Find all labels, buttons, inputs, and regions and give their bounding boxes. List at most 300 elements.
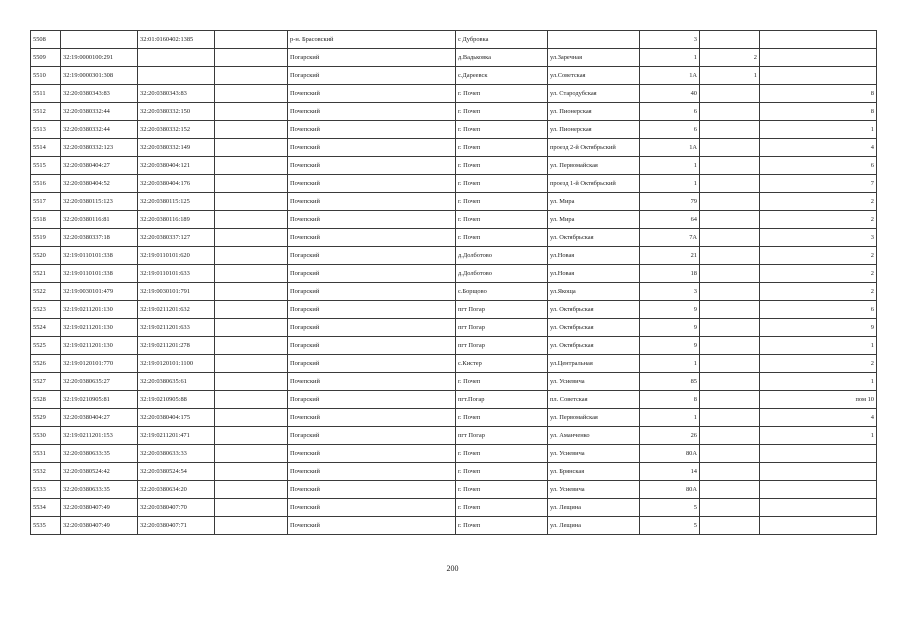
apartment-cell: 9: [760, 319, 877, 337]
flat-count-cell: [700, 427, 760, 445]
empty-cell: [215, 211, 288, 229]
object-cadastral-number-cell: 32:20:0380633:33: [138, 445, 215, 463]
row-number-cell: 5520: [31, 247, 61, 265]
object-cadastral-number-cell: 32:20:0380634:20: [138, 481, 215, 499]
empty-cell: [215, 517, 288, 535]
district-cell: Почепский: [288, 175, 456, 193]
row-number-cell: 5515: [31, 157, 61, 175]
object-cadastral-number-cell: 32:20:0380404:121: [138, 157, 215, 175]
street-cell: ул.Советская: [548, 67, 640, 85]
row-number-cell: 5521: [31, 265, 61, 283]
settlement-cell: г. Почеп: [456, 85, 548, 103]
flat-count-cell: [700, 355, 760, 373]
apartment-cell: [760, 445, 877, 463]
table-row: [31, 373, 877, 391]
apartment-cell: [760, 499, 877, 517]
district-cell: Почепский: [288, 121, 456, 139]
settlement-cell: г. Почеп: [456, 373, 548, 391]
district-cell: Почепский: [288, 481, 456, 499]
table-row: [31, 319, 877, 337]
object-cadastral-number-cell: 32:20:0380404:175: [138, 409, 215, 427]
apartment-cell: 7: [760, 175, 877, 193]
apartment-cell: [760, 31, 877, 49]
settlement-cell: д.Вадьковка: [456, 49, 548, 67]
street-cell: ул.Заречная: [548, 49, 640, 67]
object-cadastral-number-cell: 32:19:0211201:632: [138, 301, 215, 319]
settlement-cell: г. Почеп: [456, 409, 548, 427]
table-row: [31, 229, 877, 247]
empty-cell: [215, 319, 288, 337]
cadastral-number-cell: 32:20:0380332:44: [61, 121, 138, 139]
district-cell: Почепский: [288, 409, 456, 427]
flat-count-cell: [700, 481, 760, 499]
street-cell: ул. Брянская: [548, 463, 640, 481]
table-row: [31, 85, 877, 103]
district-cell: Почепский: [288, 193, 456, 211]
table-row: [31, 445, 877, 463]
flat-count-cell: [700, 103, 760, 121]
empty-cell: [215, 337, 288, 355]
house-number-cell: 7А: [640, 229, 700, 247]
apartment-cell: 6: [760, 157, 877, 175]
flat-count-cell: [700, 121, 760, 139]
object-cadastral-number-cell: 32:20:0380343:83: [138, 85, 215, 103]
row-number-cell: 5523: [31, 301, 61, 319]
row-number-cell: 5516: [31, 175, 61, 193]
row-number-cell: 5525: [31, 337, 61, 355]
district-cell: Погарский: [288, 247, 456, 265]
apartment-cell: 2: [760, 211, 877, 229]
district-cell: Погарский: [288, 49, 456, 67]
settlement-cell: г. Почеп: [456, 121, 548, 139]
row-number-cell: 5530: [31, 427, 61, 445]
flat-count-cell: [700, 391, 760, 409]
cadastral-number-cell: 32:20:0380635:27: [61, 373, 138, 391]
settlement-cell: г. Почеп: [456, 499, 548, 517]
object-cadastral-number-cell: 32:19:0210905:88: [138, 391, 215, 409]
page-number: 200: [446, 564, 459, 573]
district-cell: Погарский: [288, 427, 456, 445]
apartment-cell: [760, 517, 877, 535]
table-row: [31, 427, 877, 445]
object-cadastral-number-cell: [138, 49, 215, 67]
apartment-cell: пом 10: [760, 391, 877, 409]
house-number-cell: 9: [640, 319, 700, 337]
house-number-cell: 3: [640, 31, 700, 49]
house-number-cell: 1: [640, 175, 700, 193]
house-number-cell: 9: [640, 337, 700, 355]
street-cell: ул. Пионерская: [548, 121, 640, 139]
object-cadastral-number-cell: 32:19:0110101:633: [138, 265, 215, 283]
apartment-cell: 6: [760, 301, 877, 319]
row-number-cell: 5526: [31, 355, 61, 373]
cadastral-number-cell: 32:20:0380524:42: [61, 463, 138, 481]
object-cadastral-number-cell: 32:20:0380332:150: [138, 103, 215, 121]
house-number-cell: 8: [640, 391, 700, 409]
empty-cell: [215, 481, 288, 499]
street-cell: ул. Усиевича: [548, 481, 640, 499]
apartment-cell: [760, 67, 877, 85]
house-number-cell: 14: [640, 463, 700, 481]
empty-cell: [215, 85, 288, 103]
empty-cell: [215, 409, 288, 427]
apartment-cell: 2: [760, 283, 877, 301]
street-cell: ул. Пионерская: [548, 103, 640, 121]
cadastral-number-cell: 32:20:0380633:35: [61, 445, 138, 463]
table-row: [31, 121, 877, 139]
flat-count-cell: [700, 517, 760, 535]
table-row: [31, 391, 877, 409]
district-cell: Почепский: [288, 373, 456, 391]
table-row: [31, 139, 877, 157]
district-cell: Почепский: [288, 463, 456, 481]
object-cadastral-number-cell: 32:01:0160402:1385: [138, 31, 215, 49]
flat-count-cell: [700, 85, 760, 103]
district-cell: Погарский: [288, 283, 456, 301]
street-cell: ул. Первомайская: [548, 409, 640, 427]
house-number-cell: 9: [640, 301, 700, 319]
settlement-cell: г. Почеп: [456, 157, 548, 175]
apartment-cell: 1: [760, 373, 877, 391]
district-cell: Погарский: [288, 391, 456, 409]
row-number-cell: 5512: [31, 103, 61, 121]
house-number-cell: 85: [640, 373, 700, 391]
table-row: [31, 463, 877, 481]
row-number-cell: 5529: [31, 409, 61, 427]
row-number-cell: 5534: [31, 499, 61, 517]
house-number-cell: 6: [640, 103, 700, 121]
street-cell: ул. Мира: [548, 211, 640, 229]
house-number-cell: 79: [640, 193, 700, 211]
table-row: [31, 481, 877, 499]
flat-count-cell: [700, 31, 760, 49]
table-row: [31, 499, 877, 517]
cadastral-number-cell: 32:19:0030101:479: [61, 283, 138, 301]
street-cell: ул. Усиевича: [548, 373, 640, 391]
empty-cell: [215, 373, 288, 391]
district-cell: Погарский: [288, 337, 456, 355]
object-cadastral-number-cell: 32:20:0380115:125: [138, 193, 215, 211]
table-row: [31, 103, 877, 121]
district-cell: Почепский: [288, 517, 456, 535]
settlement-cell: г. Почеп: [456, 481, 548, 499]
house-number-cell: 6: [640, 121, 700, 139]
cadastral-number-cell: 32:20:0380337:18: [61, 229, 138, 247]
object-cadastral-number-cell: 32:20:0380337:127: [138, 229, 215, 247]
apartment-cell: 2: [760, 247, 877, 265]
district-cell: Почепский: [288, 445, 456, 463]
flat-count-cell: [700, 445, 760, 463]
empty-cell: [215, 103, 288, 121]
street-cell: ул. Октябрьская: [548, 229, 640, 247]
cadastral-number-cell: 32:20:0380404:27: [61, 157, 138, 175]
district-cell: Погарский: [288, 319, 456, 337]
district-cell: Погарский: [288, 301, 456, 319]
empty-cell: [215, 175, 288, 193]
empty-cell: [215, 265, 288, 283]
table-row: [31, 265, 877, 283]
street-cell: [548, 31, 640, 49]
settlement-cell: пгт.Погар: [456, 391, 548, 409]
table-row: [31, 517, 877, 535]
row-number-cell: 5513: [31, 121, 61, 139]
settlement-cell: г. Почеп: [456, 211, 548, 229]
apartment-cell: [760, 49, 877, 67]
cadastral-number-cell: 32:20:0380407:49: [61, 517, 138, 535]
settlement-cell: д.Долботово: [456, 247, 548, 265]
house-number-cell: 1А: [640, 67, 700, 85]
cadastral-number-cell: 32:19:0110101:338: [61, 247, 138, 265]
settlement-cell: пгт Погар: [456, 427, 548, 445]
settlement-cell: г. Почеп: [456, 229, 548, 247]
apartment-cell: 2: [760, 355, 877, 373]
house-number-cell: 5: [640, 499, 700, 517]
table-row: [31, 247, 877, 265]
cadastral-number-cell: 32:19:0120101:770: [61, 355, 138, 373]
house-number-cell: 21: [640, 247, 700, 265]
table-row: [31, 211, 877, 229]
flat-count-cell: [700, 175, 760, 193]
empty-cell: [215, 49, 288, 67]
district-cell: Почепский: [288, 157, 456, 175]
settlement-cell: г. Почеп: [456, 463, 548, 481]
row-number-cell: 5528: [31, 391, 61, 409]
row-number-cell: 5522: [31, 283, 61, 301]
table-row: [31, 157, 877, 175]
table-row: [31, 31, 877, 49]
apartment-cell: 1: [760, 337, 877, 355]
house-number-cell: 1: [640, 49, 700, 67]
object-cadastral-number-cell: 32:19:0110101:620: [138, 247, 215, 265]
object-cadastral-number-cell: 32:20:0380407:71: [138, 517, 215, 535]
empty-cell: [215, 157, 288, 175]
street-cell: ул.Новая: [548, 247, 640, 265]
object-cadastral-number-cell: 32:20:0380332:149: [138, 139, 215, 157]
cadastral-number-cell: 32:20:0380404:27: [61, 409, 138, 427]
house-number-cell: 40: [640, 85, 700, 103]
street-cell: пл. Советская: [548, 391, 640, 409]
street-cell: ул. Мира: [548, 193, 640, 211]
empty-cell: [215, 445, 288, 463]
house-number-cell: 1: [640, 157, 700, 175]
table-row: [31, 283, 877, 301]
object-cadastral-number-cell: 32:20:0380116:189: [138, 211, 215, 229]
row-number-cell: 5519: [31, 229, 61, 247]
street-cell: ул. Октябрьская: [548, 319, 640, 337]
settlement-cell: пгт Погар: [456, 337, 548, 355]
row-number-cell: 5531: [31, 445, 61, 463]
row-number-cell: 5514: [31, 139, 61, 157]
house-number-cell: 5: [640, 517, 700, 535]
object-cadastral-number-cell: [138, 67, 215, 85]
settlement-cell: с.Борщово: [456, 283, 548, 301]
street-cell: ул. Аманченко: [548, 427, 640, 445]
settlement-cell: пгт Погар: [456, 301, 548, 319]
flat-count-cell: [700, 265, 760, 283]
cadastral-number-cell: [61, 31, 138, 49]
empty-cell: [215, 283, 288, 301]
empty-cell: [215, 121, 288, 139]
flat-count-cell: [700, 157, 760, 175]
apartment-cell: 1: [760, 121, 877, 139]
apartment-cell: 2: [760, 265, 877, 283]
table-row: [31, 355, 877, 373]
empty-cell: [215, 139, 288, 157]
row-number-cell: 5509: [31, 49, 61, 67]
settlement-cell: г. Почеп: [456, 445, 548, 463]
empty-cell: [215, 31, 288, 49]
district-cell: Почепский: [288, 229, 456, 247]
flat-count-cell: [700, 301, 760, 319]
flat-count-cell: [700, 319, 760, 337]
table-row: [31, 175, 877, 193]
flat-count-cell: [700, 463, 760, 481]
empty-cell: [215, 229, 288, 247]
table-row: [31, 301, 877, 319]
cadastral-number-cell: 32:20:0380332:44: [61, 103, 138, 121]
street-cell: ул.Новая: [548, 265, 640, 283]
table-row: [31, 49, 877, 67]
house-number-cell: 18: [640, 265, 700, 283]
street-cell: проезд 1-й Октябрьский: [548, 175, 640, 193]
flat-count-cell: [700, 229, 760, 247]
house-number-cell: 26: [640, 427, 700, 445]
house-number-cell: 1А: [640, 139, 700, 157]
object-cadastral-number-cell: 32:19:0211201:471: [138, 427, 215, 445]
apartment-cell: 4: [760, 139, 877, 157]
street-cell: ул. Октябрьская: [548, 301, 640, 319]
object-cadastral-number-cell: 32:19:0211201:278: [138, 337, 215, 355]
settlement-cell: г. Почеп: [456, 139, 548, 157]
apartment-cell: 2: [760, 193, 877, 211]
street-cell: ул. Октябрьская: [548, 337, 640, 355]
object-cadastral-number-cell: 32:19:0211201:633: [138, 319, 215, 337]
district-cell: Погарский: [288, 265, 456, 283]
row-number-cell: 5535: [31, 517, 61, 535]
flat-count-cell: [700, 283, 760, 301]
empty-cell: [215, 355, 288, 373]
flat-count-cell: [700, 337, 760, 355]
apartment-cell: 1: [760, 427, 877, 445]
row-number-cell: 5517: [31, 193, 61, 211]
object-cadastral-number-cell: 32:20:0380635:61: [138, 373, 215, 391]
address-register-table: [30, 30, 877, 535]
street-cell: ул.Якоща: [548, 283, 640, 301]
settlement-cell: с.Кистер: [456, 355, 548, 373]
cadastral-number-cell: 32:20:0380404:52: [61, 175, 138, 193]
row-number-cell: 5532: [31, 463, 61, 481]
street-cell: ул. Первомайская: [548, 157, 640, 175]
cadastral-number-cell: 32:20:0380633:35: [61, 481, 138, 499]
street-cell: ул. Стародубская: [548, 85, 640, 103]
apartment-cell: [760, 463, 877, 481]
district-cell: Погарский: [288, 67, 456, 85]
settlement-cell: д.Долботово: [456, 265, 548, 283]
apartment-cell: [760, 481, 877, 499]
street-cell: ул. Усиевича: [548, 445, 640, 463]
apartment-cell: 4: [760, 409, 877, 427]
cadastral-number-cell: 32:19:0211201:153: [61, 427, 138, 445]
row-number-cell: 5524: [31, 319, 61, 337]
row-number-cell: 5527: [31, 373, 61, 391]
object-cadastral-number-cell: 32:20:0380407:70: [138, 499, 215, 517]
cadastral-number-cell: 32:19:0211201:130: [61, 301, 138, 319]
house-number-cell: 1: [640, 355, 700, 373]
flat-count-cell: 1: [700, 67, 760, 85]
row-number-cell: 5510: [31, 67, 61, 85]
row-number-cell: 5508: [31, 31, 61, 49]
row-number-cell: 5533: [31, 481, 61, 499]
cadastral-number-cell: 32:19:0210905:81: [61, 391, 138, 409]
house-number-cell: 3: [640, 283, 700, 301]
empty-cell: [215, 499, 288, 517]
apartment-cell: 3: [760, 229, 877, 247]
empty-cell: [215, 193, 288, 211]
empty-cell: [215, 247, 288, 265]
cadastral-number-cell: 32:20:0380407:49: [61, 499, 138, 517]
settlement-cell: г. Почеп: [456, 517, 548, 535]
object-cadastral-number-cell: 32:20:0380404:176: [138, 175, 215, 193]
cadastral-number-cell: 32:20:0380343:83: [61, 85, 138, 103]
table-row: [31, 67, 877, 85]
street-cell: ул.Центральная: [548, 355, 640, 373]
settlement-cell: г. Почеп: [456, 103, 548, 121]
object-cadastral-number-cell: 32:19:0120101:1100: [138, 355, 215, 373]
district-cell: Почепский: [288, 139, 456, 157]
cadastral-number-cell: 32:20:0380115:123: [61, 193, 138, 211]
empty-cell: [215, 391, 288, 409]
cadastral-number-cell: 32:19:0211201:130: [61, 319, 138, 337]
object-cadastral-number-cell: 32:20:0380524:54: [138, 463, 215, 481]
street-cell: ул. Лещина: [548, 499, 640, 517]
house-number-cell: 80А: [640, 445, 700, 463]
house-number-cell: 1: [640, 409, 700, 427]
settlement-cell: с Дубровка: [456, 31, 548, 49]
empty-cell: [215, 67, 288, 85]
settlement-cell: с.Дареевск: [456, 67, 548, 85]
empty-cell: [215, 427, 288, 445]
district-cell: Погарский: [288, 355, 456, 373]
flat-count-cell: [700, 499, 760, 517]
settlement-cell: пгт Погар: [456, 319, 548, 337]
settlement-cell: г. Почеп: [456, 175, 548, 193]
settlement-cell: г. Почеп: [456, 193, 548, 211]
cadastral-number-cell: 32:20:0380332:123: [61, 139, 138, 157]
flat-count-cell: 2: [700, 49, 760, 67]
object-cadastral-number-cell: 32:20:0380332:152: [138, 121, 215, 139]
house-number-cell: 64: [640, 211, 700, 229]
cadastral-number-cell: 32:19:0110101:338: [61, 265, 138, 283]
district-cell: Почепский: [288, 103, 456, 121]
cadastral-number-cell: 32:20:0380116:81: [61, 211, 138, 229]
house-number-cell: 80А: [640, 481, 700, 499]
flat-count-cell: [700, 373, 760, 391]
table-row: [31, 409, 877, 427]
flat-count-cell: [700, 409, 760, 427]
cadastral-number-cell: 32:19:0000100:291: [61, 49, 138, 67]
empty-cell: [215, 463, 288, 481]
object-cadastral-number-cell: 32:19:0030101:791: [138, 283, 215, 301]
cadastral-number-cell: 32:19:0000301:308: [61, 67, 138, 85]
district-cell: Почепский: [288, 85, 456, 103]
flat-count-cell: [700, 139, 760, 157]
cadastral-number-cell: 32:19:0211201:130: [61, 337, 138, 355]
row-number-cell: 5511: [31, 85, 61, 103]
district-cell: Почепский: [288, 211, 456, 229]
table-row: [31, 337, 877, 355]
flat-count-cell: [700, 193, 760, 211]
flat-count-cell: [700, 247, 760, 265]
